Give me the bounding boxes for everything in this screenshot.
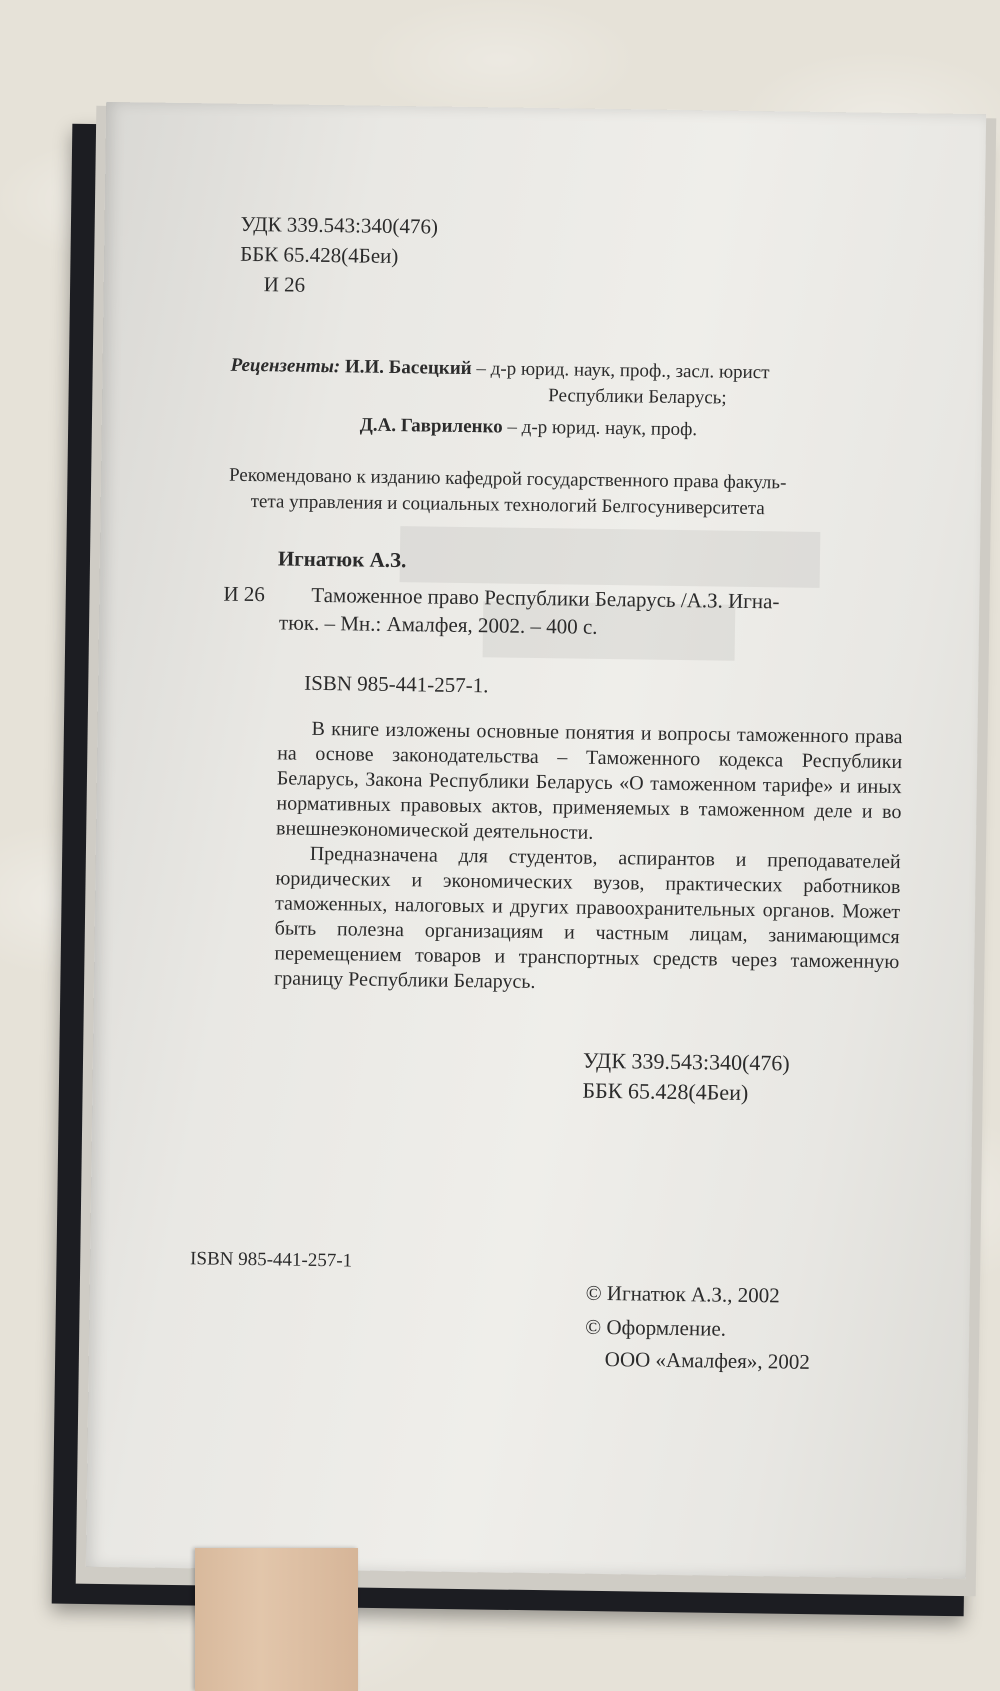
annotation-paragraph-2: Предназначена для студентов, аспирантов и преподавателей юридических и экономических вузов, практических работников таможенных, налоговых и других правоохранительных органов. Может быть полезна организациям и частным лицам, занимающимся перемещением товаров и транспортных средств через таможенную границу Республики Беларусь. [273, 842, 901, 994]
bibliographic-entry-line1: Таможенное право Республики Беларусь /А.З. Игна- [311, 582, 780, 614]
udk-top: УДК 339.543:340(476) [240, 211, 439, 239]
bbk-top: ББК 65.428(4Беи) [239, 241, 399, 269]
bbk-bottom: ББК 65.428(4Беи) [582, 1077, 749, 1105]
book-page [86, 102, 986, 1579]
recommendation-line2: тета управления и социальных технологий Белгосуниверситета [250, 490, 765, 520]
reviewer1-name: И.И. Басецкий [344, 356, 472, 380]
reviewers-block [230, 352, 769, 388]
footer-isbn: ISBN 985-441-257-1 [189, 1248, 353, 1272]
copyright-publisher: ООО «Амалфея», 2002 [604, 1347, 811, 1374]
bibliographic-author-mark: И 26 [223, 581, 266, 607]
copyright-author: © Игнатюк А.З., 2002 [585, 1280, 780, 1308]
reviewer2-credentials: – д-р юрид. наук, проф. [507, 416, 698, 441]
reviewers-label: Рецензенты: [230, 354, 341, 378]
reviewer2-name: Д.А. Гавриленко [359, 414, 503, 438]
bibliographic-entry-line2: тюк. – Мн.: Амалфея, 2002. – 400 с. [278, 610, 598, 639]
author-mark-top: И 26 [263, 272, 306, 297]
annotation [274, 716, 903, 1000]
wooden-bookmark [195, 1548, 358, 1691]
bibliographic-author: Игнатюк А.З. [277, 546, 407, 573]
reviewer2-line [360, 412, 698, 445]
bibliographic-isbn: ISBN 985-441-257-1. [304, 670, 489, 698]
reviewer1-credentials-line2: Республики Беларусь; [548, 385, 727, 409]
reviewer1-credentials: – д-р юрид. наук, проф., засл. юрист [476, 358, 770, 384]
annotation-paragraph-1: В книге изложены основные понятия и вопросы таможенного права на основе законодательства – Таможенного кодекса Республики Беларусь, Закона Республики Беларусь «О таможенном тарифе» и иных нормативных правовых актов, применяемых в таможенном деле и во внешнеэкономической деятельности. [275, 717, 903, 844]
recommendation-line1: Рекомендовано к изданию кафедрой государственного права факуль- [228, 464, 787, 494]
copyright-design: © Оформление. [585, 1314, 727, 1341]
udk-bottom: УДК 339.543:340(476) [582, 1047, 790, 1076]
